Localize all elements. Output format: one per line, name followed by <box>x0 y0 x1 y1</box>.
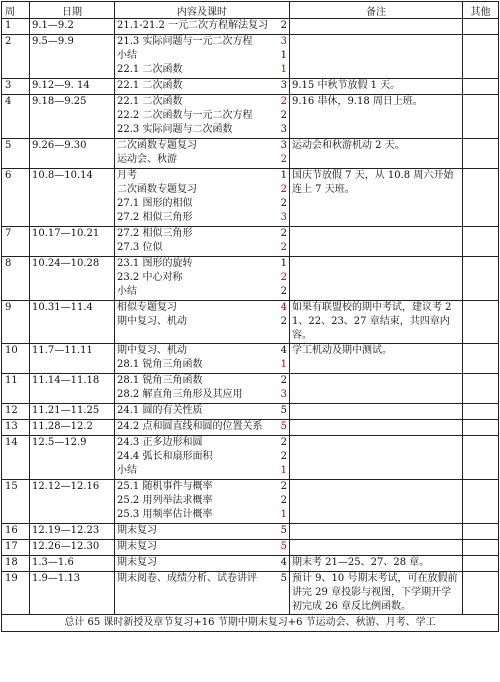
topic-title: 小结 <box>117 465 137 476</box>
topic-line <box>117 169 287 183</box>
topic-hours: 1 <box>280 170 287 181</box>
topic-title: 相似专题复习 <box>117 302 177 313</box>
content-cell <box>115 19 290 35</box>
week-number: 9 <box>2 301 30 344</box>
schedule-table <box>1 1 499 632</box>
topic-hours: 5 <box>280 421 287 432</box>
topic-hours: 3 <box>280 140 287 151</box>
topic-line <box>117 420 287 434</box>
topic-title: 小结 <box>117 286 137 297</box>
content-cell <box>115 35 290 79</box>
week-number: 18 <box>2 556 30 572</box>
topic-title: 28.1 锐角三角函数 <box>117 375 203 386</box>
week-number: 7 <box>2 227 30 257</box>
week-dates: 9.26—9.30 <box>30 139 115 169</box>
week-number: 12 <box>2 404 30 420</box>
other-cell <box>463 404 499 420</box>
week-dates: 10.8—10.14 <box>30 169 115 227</box>
topic-line <box>117 374 287 388</box>
topic-title: 27.2 相似三角形 <box>117 228 193 239</box>
topic-title: 21.1-21.2 一元二次方程解法复习 <box>117 20 269 31</box>
topic-hours: 2 <box>280 272 287 283</box>
topic-line <box>117 404 287 418</box>
week-number: 6 <box>2 169 30 227</box>
content-cell <box>115 524 290 540</box>
content-cell <box>115 374 290 404</box>
topic-hours: 1 <box>280 359 287 370</box>
topic-line <box>117 315 287 329</box>
topic-title: 25.1 随机事件与概率 <box>117 481 213 492</box>
topic-hours: 2 <box>280 96 287 107</box>
topic-title: 运动会、秋游 <box>117 154 177 165</box>
week-dates: 12.12—12.16 <box>30 480 115 524</box>
topic-hours: 5 <box>280 541 287 552</box>
topic-line <box>117 358 287 372</box>
notes-cell <box>290 19 463 35</box>
other-cell <box>463 524 499 540</box>
topic-hours: 5 <box>280 405 287 416</box>
topic-line <box>117 49 287 63</box>
week-dates: 10.17—10.21 <box>30 227 115 257</box>
topic-line <box>117 572 287 586</box>
notes-cell: 期末考 21—25、27、28 章。 <box>290 556 463 572</box>
topic-line <box>117 257 287 271</box>
week-dates: 11.28—12.2 <box>30 420 115 436</box>
topic-hours: 1 <box>280 509 287 520</box>
content-cell <box>115 169 290 227</box>
topic-hours: 3 <box>280 80 287 91</box>
week-number: 10 <box>2 344 30 374</box>
topic-hours: 2 <box>280 316 287 327</box>
topic-line <box>117 540 287 554</box>
topic-title: 25.2 用列举法求概率 <box>117 495 213 506</box>
topic-hours: 2 <box>280 286 287 297</box>
week-dates: 9.12—9. 14 <box>30 79 115 95</box>
notes-cell: 9.15 中秋节放假 1 天。 <box>290 79 463 95</box>
week-dates: 1.3—1.6 <box>30 556 115 572</box>
topic-line <box>117 450 287 464</box>
footer-summary: 总计 65 课时新授及章节复习+16 节期中期末复习+6 节运动会、秋游、月考、学工 <box>2 615 499 632</box>
topic-hours: 2 <box>280 437 287 448</box>
week-number: 4 <box>2 95 30 139</box>
notes-cell: 9.16 串休，9.18 周日上班。 <box>290 95 463 139</box>
topic-title: 期末复习 <box>117 525 157 536</box>
week-dates: 10.31—11.4 <box>30 301 115 344</box>
topic-hours: 2 <box>280 375 287 386</box>
week-dates: 12.19—12.23 <box>30 524 115 540</box>
week-number: 5 <box>2 139 30 169</box>
topic-hours: 2 <box>280 481 287 492</box>
topic-title: 月考 <box>117 170 137 181</box>
table-row <box>2 19 499 35</box>
week-dates: 11.21—11.25 <box>30 404 115 420</box>
table-row <box>2 227 499 257</box>
week-dates: 9.5—9.9 <box>30 35 115 79</box>
table-row <box>2 35 499 79</box>
topic-hours: 1 <box>280 64 287 75</box>
week-dates: 10.24—10.28 <box>30 257 115 301</box>
topic-hours: 5 <box>280 573 287 584</box>
notes-cell: 运动会和秋游机动 2 天。 <box>290 139 463 169</box>
topic-line <box>117 388 287 402</box>
other-cell <box>463 540 499 556</box>
other-cell <box>463 79 499 95</box>
topic-hours: 2 <box>280 184 287 195</box>
notes-cell <box>290 540 463 556</box>
topic-title: 21.3 实际问题与一元二次方程 <box>117 36 253 47</box>
other-cell <box>463 374 499 404</box>
topic-hours: 4 <box>280 302 287 313</box>
content-cell <box>115 139 290 169</box>
topic-title: 22.3 实际问题与二次函数 <box>117 124 233 135</box>
topic-line <box>117 241 287 255</box>
topic-title: 期中复习、机动 <box>117 316 187 327</box>
week-number: 8 <box>2 257 30 301</box>
table-row <box>2 404 499 420</box>
header-week: 周 <box>2 2 30 19</box>
table-row <box>2 301 499 344</box>
content-cell <box>115 436 290 480</box>
week-dates: 1.9—1.13 <box>30 572 115 615</box>
table-row <box>2 257 499 301</box>
week-dates: 11.7—11.11 <box>30 344 115 374</box>
other-cell <box>463 35 499 79</box>
week-number: 19 <box>2 572 30 615</box>
topic-hours: 2 <box>280 495 287 506</box>
notes-cell <box>290 420 463 436</box>
topic-hours: 3 <box>280 36 287 47</box>
topic-line <box>117 197 287 211</box>
topic-line <box>117 464 287 478</box>
topic-hours: 2 <box>280 451 287 462</box>
content-cell <box>115 227 290 257</box>
table-row <box>2 480 499 524</box>
content-cell <box>115 420 290 436</box>
table-row <box>2 572 499 615</box>
topic-hours: 1 <box>280 258 287 269</box>
topic-line <box>117 301 287 315</box>
header-notes: 备注 <box>290 2 463 19</box>
topic-hours: 1 <box>280 465 287 476</box>
topic-line <box>117 271 287 285</box>
topic-line <box>117 79 287 93</box>
other-cell <box>463 556 499 572</box>
topic-title: 二次函数专题复习 <box>117 184 197 195</box>
topic-title: 22.1 二次函数 <box>117 96 183 107</box>
topic-line <box>117 123 287 137</box>
topic-line <box>117 436 287 450</box>
header-date: 日期 <box>30 2 115 19</box>
topic-title: 28.1 锐角三角函数 <box>117 359 203 370</box>
topic-hours: 3 <box>280 124 287 135</box>
topic-title: 27.2 相似三角形 <box>117 212 193 223</box>
content-cell <box>115 404 290 420</box>
content-cell <box>115 95 290 139</box>
topic-line <box>117 63 287 77</box>
week-number: 1 <box>2 19 30 35</box>
topic-hours: 1 <box>280 50 287 61</box>
table-row <box>2 344 499 374</box>
topic-line <box>117 95 287 109</box>
other-cell <box>463 19 499 35</box>
other-cell <box>463 344 499 374</box>
week-dates: 9.1—9.2 <box>30 19 115 35</box>
footer-row <box>2 615 499 632</box>
topic-title: 25.3 用频率估计概率 <box>117 509 213 520</box>
week-dates: 11.14—11.18 <box>30 374 115 404</box>
topic-hours: 4 <box>280 345 287 356</box>
topic-title: 期末阅卷、成绩分析、试卷讲评 <box>117 573 257 584</box>
topic-hours: 2 <box>280 242 287 253</box>
topic-line <box>117 19 287 33</box>
notes-cell <box>290 257 463 301</box>
topic-title: 期末复习 <box>117 541 157 552</box>
topic-line <box>117 524 287 538</box>
other-cell <box>463 169 499 227</box>
topic-hours: 2 <box>280 20 287 31</box>
other-cell <box>463 257 499 301</box>
topic-title: 小结 <box>117 50 137 61</box>
topic-hours: 2 <box>280 228 287 239</box>
other-cell <box>463 480 499 524</box>
week-dates: 9.18—9.25 <box>30 95 115 139</box>
header-content: 内容及课时 <box>115 2 290 19</box>
content-cell <box>115 480 290 524</box>
topic-title: 22.2 二次函数与一元二次方程 <box>117 110 253 121</box>
other-cell <box>463 139 499 169</box>
week-number: 14 <box>2 436 30 480</box>
topic-line <box>117 211 287 225</box>
topic-line <box>117 139 287 153</box>
content-cell <box>115 79 290 95</box>
other-cell <box>463 436 499 480</box>
week-number: 16 <box>2 524 30 540</box>
topic-line <box>117 344 287 358</box>
schedule-body <box>2 19 499 615</box>
notes-cell: 如果有联盟校的期中考试，建议考 21、22、23、27 章结束，共四章内容。 <box>290 301 463 344</box>
topic-line <box>117 285 287 299</box>
topic-hours: 3 <box>280 212 287 223</box>
week-number: 17 <box>2 540 30 556</box>
notes-cell: 国庆节放假 7 天，从 10.8 周六开始连上 7 天班。 <box>290 169 463 227</box>
topic-line <box>117 183 287 197</box>
header-row <box>2 2 499 19</box>
topic-title: 27.1 图形的相似 <box>117 198 193 209</box>
table-row <box>2 374 499 404</box>
topic-title: 27.3 位似 <box>117 242 163 253</box>
topic-title: 22.1 二次函数 <box>117 80 183 91</box>
content-cell <box>115 344 290 374</box>
topic-hours: 2 <box>280 154 287 165</box>
week-dates: 12.5—12.9 <box>30 436 115 480</box>
topic-title: 24.2 点和圆直线和圆的位置关系 <box>117 421 263 432</box>
topic-title: 期中复习、机动 <box>117 345 187 356</box>
table-row <box>2 95 499 139</box>
table-row <box>2 420 499 436</box>
notes-cell <box>290 480 463 524</box>
notes-cell <box>290 404 463 420</box>
topic-title: 24.4 弧长和扇形面积 <box>117 451 213 462</box>
week-dates: 12.26—12.30 <box>30 540 115 556</box>
content-cell <box>115 540 290 556</box>
topic-line <box>117 109 287 123</box>
week-number: 15 <box>2 480 30 524</box>
topic-line <box>117 494 287 508</box>
topic-line <box>117 227 287 241</box>
topic-hours: 5 <box>280 525 287 536</box>
week-number: 13 <box>2 420 30 436</box>
other-cell <box>463 227 499 257</box>
topic-title: 23.1 图形的旋转 <box>117 258 193 269</box>
table-row <box>2 540 499 556</box>
other-cell <box>463 572 499 615</box>
other-cell <box>463 301 499 344</box>
table-row <box>2 139 499 169</box>
topic-title: 23.2 中心对称 <box>117 272 183 283</box>
notes-cell <box>290 436 463 480</box>
week-number: 11 <box>2 374 30 404</box>
content-cell <box>115 556 290 572</box>
other-cell <box>463 420 499 436</box>
topic-line <box>117 153 287 167</box>
topic-title: 期末复习 <box>117 557 157 568</box>
content-cell <box>115 257 290 301</box>
table-row <box>2 436 499 480</box>
week-number: 2 <box>2 35 30 79</box>
notes-cell <box>290 35 463 79</box>
topic-line <box>117 35 287 49</box>
table-row <box>2 524 499 540</box>
table-row <box>2 169 499 227</box>
topic-hours: 4 <box>280 557 287 568</box>
topic-line <box>117 508 287 522</box>
header-other: 其他 <box>463 2 499 19</box>
topic-title: 二次函数专题复习 <box>117 140 197 151</box>
other-cell <box>463 95 499 139</box>
notes-cell <box>290 374 463 404</box>
content-cell <box>115 572 290 615</box>
notes-cell: 学工机动及期中测试。 <box>290 344 463 374</box>
topic-title: 24.3 正多边形和圆 <box>117 437 203 448</box>
notes-cell <box>290 227 463 257</box>
week-number: 3 <box>2 79 30 95</box>
topic-hours: 2 <box>280 198 287 209</box>
topic-line <box>117 480 287 494</box>
topic-line <box>117 556 287 570</box>
content-cell <box>115 301 290 344</box>
topic-hours: 2 <box>280 110 287 121</box>
topic-hours: 3 <box>280 389 287 400</box>
notes-cell: 预计 9、10 号期末考试，可在放假前讲完 29 章投影与视图，下学期开学初完成 26 章反比例函数。 <box>290 572 463 615</box>
table-row <box>2 556 499 572</box>
topic-title: 24.1 圆的有关性质 <box>117 405 203 416</box>
topic-title: 28.2 解直角三角形及其应用 <box>117 389 243 400</box>
table-row <box>2 79 499 95</box>
topic-title: 22.1 二次函数 <box>117 64 183 75</box>
notes-cell <box>290 524 463 540</box>
